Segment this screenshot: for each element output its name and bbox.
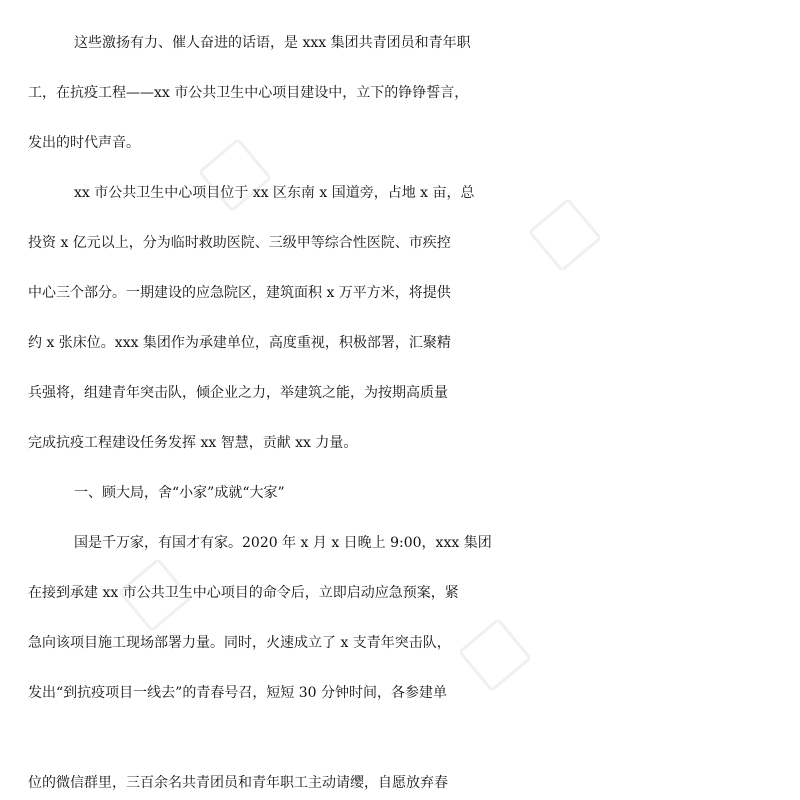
text-line: 工，在抗疫工程——xx 市公共卫生中心项目建设中，立下的铮铮誓言， [28, 85, 469, 101]
text-line: 完成抗疫工程建设任务发挥 xx 智慧，贡献 xx 力量。 [28, 435, 358, 451]
text-line: 发出的时代声音。 [28, 135, 140, 151]
text-line: 发出“到抗疫项目一线去”的青春号召，短短 30 分钟时间，各参建单 [28, 685, 448, 701]
text-line: xx 市公共卫生中心项目位于 xx 区东南 x 国道旁，占地 x 亩，总 [74, 185, 475, 201]
text-line: 这些激扬有力、催人奋进的话语，是 xxx 集团共青团员和青年职 [74, 35, 471, 51]
text-line: 投资 x 亿元以上，分为临时救助医院、三级甲等综合性医院、市疾控 [28, 235, 451, 251]
section-heading: 一、顾大局，舍“小家”成就“大家” [74, 485, 285, 501]
text-line: 位的微信群里，三百余名共青团员和青年职工主动请缨，自愿放弃春 [28, 775, 448, 791]
text-line: 兵强将，组建青年突击队，倾企业之力，举建筑之能，为按期高质量 [28, 385, 448, 401]
text-line: 急向该项目施工现场部署力量。同时，火速成立了 x 支青年突击队， [28, 635, 451, 651]
text-line: 约 x 张床位。xxx 集团作为承建单位，高度重视，积极部署，汇聚精 [28, 335, 451, 351]
text-line: 在接到承建 xx 市公共卫生中心项目的命令后，立即启动应急预案，紧 [28, 585, 459, 601]
text-line: 国是千万家，有国才有家。2020 年 x 月 x 日晚上 9:00，xxx 集团 [74, 535, 492, 551]
text-line: 中心三个部分。一期建设的应急院区，建筑面积 x 万平方米，将提供 [28, 285, 451, 301]
